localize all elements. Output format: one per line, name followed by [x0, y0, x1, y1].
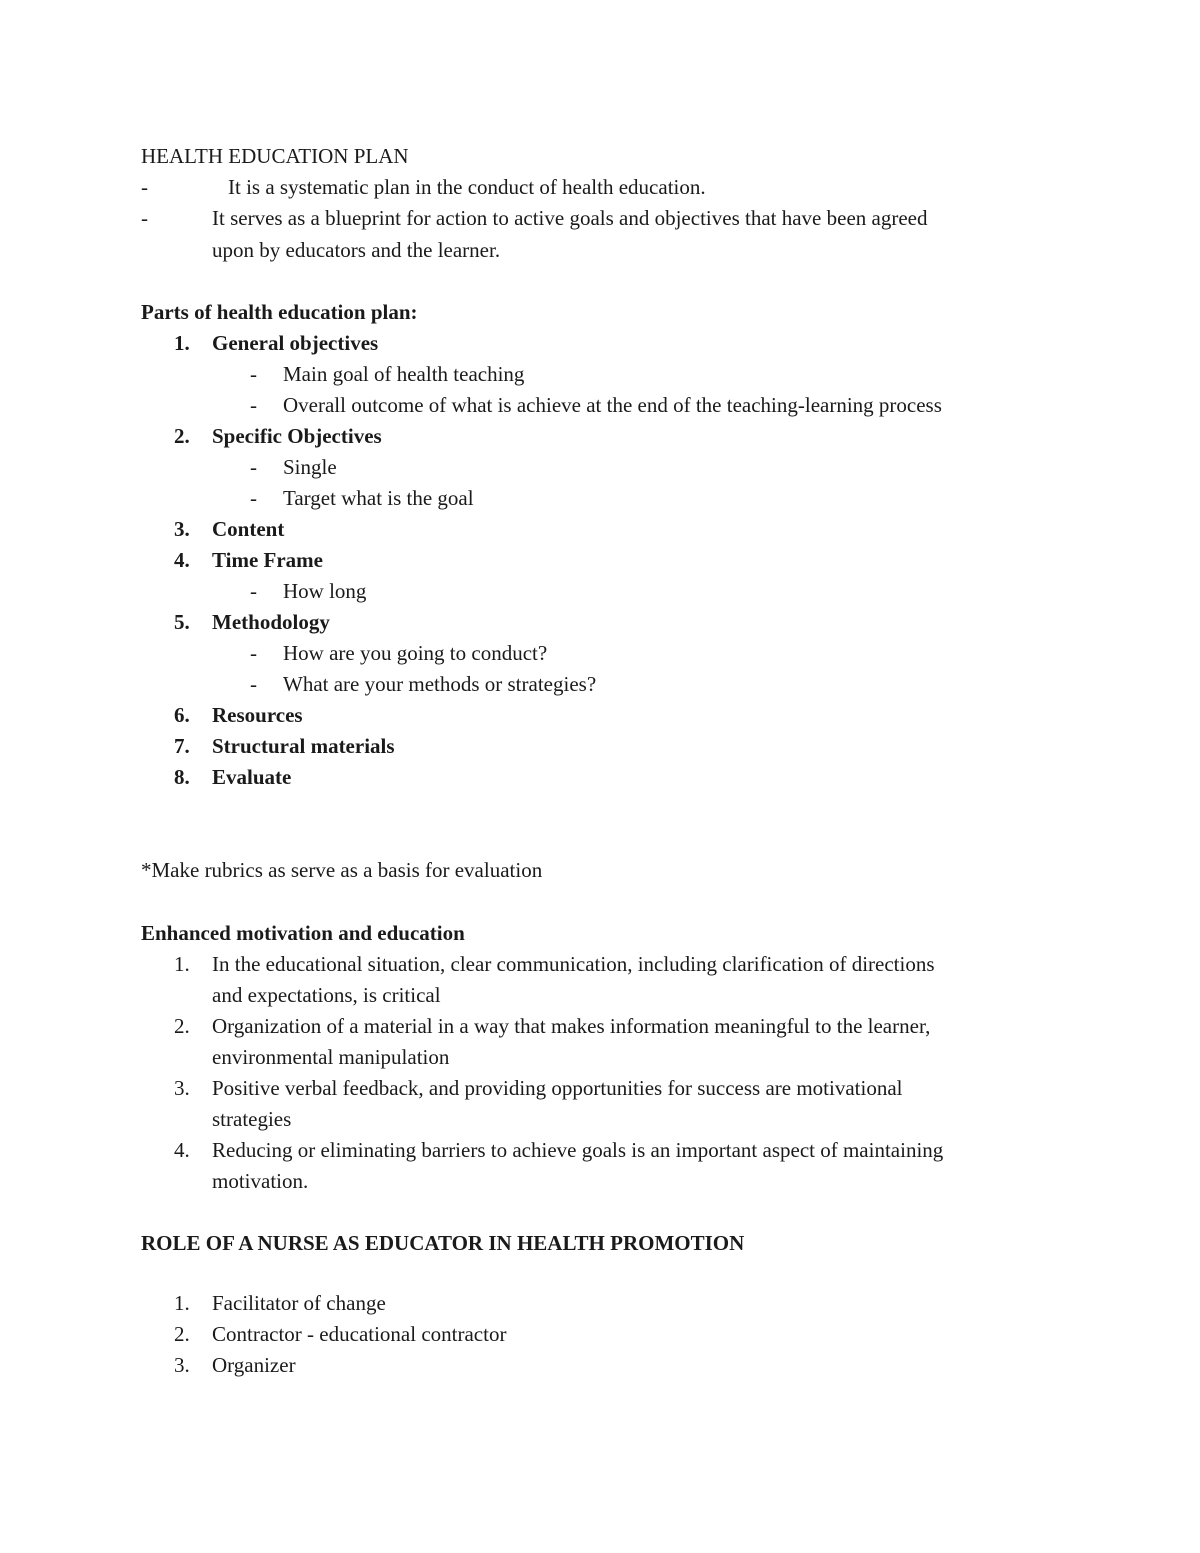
sub-bullet-marker: - [250, 641, 257, 665]
bullet-marker: - [141, 175, 148, 199]
sub-bullet-marker: - [250, 579, 257, 603]
sub-bullet-text: Single [283, 455, 337, 479]
list-item-text: Facilitator of change [212, 1291, 386, 1315]
sub-bullet-text: What are your methods or strategies? [283, 672, 597, 696]
list-item-text: Positive verbal feedback, and providing opportunities for success are motivational [212, 1076, 903, 1100]
sub-bullet-text: Target what is the goal [283, 486, 474, 510]
list-number: 1. [174, 331, 190, 355]
list-item-label: Evaluate [212, 765, 292, 789]
list-item-text: In the educational situation, clear communication, including clarification of directions [212, 952, 935, 976]
bullet-text: It is a systematic plan in the conduct of health education. [228, 175, 706, 199]
list-number: 3. [174, 1353, 190, 1377]
list-number: 2. [174, 424, 190, 448]
list-item-label: Specific Objectives [212, 424, 382, 448]
list-number: 1. [174, 952, 190, 976]
sub-bullet-marker: - [250, 362, 257, 386]
list-item-label: Time Frame [212, 548, 323, 572]
list-number: 6. [174, 703, 190, 727]
list-number: 7. [174, 734, 190, 758]
sub-bullet-text: How long [283, 579, 367, 603]
list-item-text-continued: strategies [212, 1107, 292, 1131]
bullet-text: It serves as a blueprint for action to active goals and objectives that have been agreed [212, 206, 928, 230]
list-item-text: Organization of a material in a way that makes information meaningful to the learner, [212, 1014, 931, 1038]
list-number: 3. [174, 1076, 190, 1100]
list-item-label: General objectives [212, 331, 379, 355]
list-number: 1. [174, 1291, 190, 1315]
list-item-text: Reducing or eliminating barriers to achieve goals is an important aspect of maintaining [212, 1138, 944, 1162]
list-number: 5. [174, 610, 190, 634]
list-item-text: Organizer [212, 1353, 296, 1377]
list-item-text-continued: motivation. [212, 1169, 309, 1193]
list-item-label: Methodology [212, 610, 330, 634]
note-text: *Make rubrics as serve as a basis for evaluation [141, 858, 543, 882]
section-title-parts: Parts of health education plan: [141, 300, 418, 324]
section-title-role-of-nurse: ROLE OF A NURSE AS EDUCATOR IN HEALTH PROMOTION [141, 1231, 745, 1255]
list-item-text-continued: and expectations, is critical [212, 983, 441, 1007]
sub-bullet-text: Overall outcome of what is achieve at the end of the teaching-learning process [283, 393, 942, 417]
section-title-enhanced-motivation: Enhanced motivation and education [141, 921, 465, 945]
sub-bullet-text: Main goal of health teaching [283, 362, 525, 386]
list-item-text-continued: environmental manipulation [212, 1045, 450, 1069]
list-item-text: Contractor - educational contractor [212, 1322, 507, 1346]
list-item-label: Resources [212, 703, 303, 727]
list-number: 4. [174, 548, 190, 572]
sub-bullet-marker: - [250, 486, 257, 510]
list-item-label: Content [212, 517, 285, 541]
sub-bullet-marker: - [250, 455, 257, 479]
section-title-health-education-plan: HEALTH EDUCATION PLAN [141, 144, 409, 168]
bullet-text-continued: upon by educators and the learner. [212, 238, 501, 262]
list-item-label: Structural materials [212, 734, 395, 758]
list-number: 3. [174, 517, 190, 541]
list-number: 4. [174, 1138, 190, 1162]
list-number: 8. [174, 765, 190, 789]
sub-bullet-text: How are you going to conduct? [283, 641, 548, 665]
sub-bullet-marker: - [250, 393, 257, 417]
sub-bullet-marker: - [250, 672, 257, 696]
list-number: 2. [174, 1322, 190, 1346]
list-number: 2. [174, 1014, 190, 1038]
bullet-marker: - [141, 206, 148, 230]
